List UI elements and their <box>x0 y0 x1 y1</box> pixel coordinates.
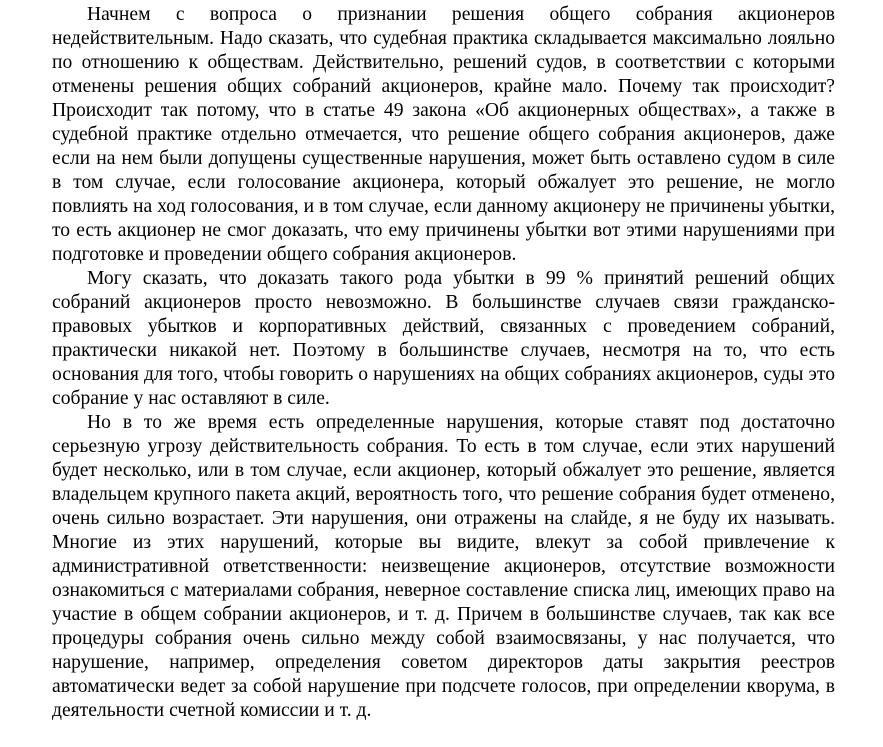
paragraph-1: Начнем с вопроса о признании решения общего собрания акционеров недействительным. Надо сказать, что судебная практика складывается максимально лояльно по отношению к обществам. Действительно, решений судов, в соответствии с которыми отменены решения общих собраний акционеров, крайне мало. Почему так происходит? Происходит так потому, что в статье 49 закона «Об акционерных обществах», а также в судебной практике отдельно отмечается, что решение общего собрания акционеров, даже если на нем были допущены существенные нарушения, может быть оставлено судом в силе в том случае, если голосование акционера, который обжалует это решение, не могло повлиять на ход голосования, и в том случае, если данному акционеру не причинены убытки, то есть акционер не смог доказать, что ему причинены убытки вот этими нарушениями при подготовке и проведении общего собрания акционеров. <box>52 4 835 265</box>
paragraph-2: Могу сказать, что доказать такого рода убытки в 99 % принятий решений общих собраний акционеров просто невозможно. В большинстве случаев связи гражданско-правовых убытков и корпоративных действий, связанных с проведением собраний, практически никакой нет. Поэтому в большинстве случаев, несмотря на то, что есть основания для того, чтобы говорить о нарушениях на общих собраниях акционеров, суды это собрание у нас оставляют в силе. <box>52 268 835 409</box>
paragraph-3: Но в то же время есть определенные нарушения, которые ставят под достаточно серьезную угрозу действительность собрания. То есть в том случае, если этих нарушений будет несколько, или в том случае, если акционер, который обжалует это решение, является владельцем крупного пакета акций, вероятность того, что решение собрания будет отменено, очень сильно возрастает. Эти нарушения, они отражены на слайде, я не буду их называть. Многие из этих нарушений, которые вы видите, влекут за собой привлечение к административной ответственности: неизвещение акционеров, отсутствие возможности ознакомиться с материалами собрания, неверное составление списка лиц, имеющих право на участие в общем собрании акционеров, и т. д. Причем в большинстве случаев, так как все процедуры собрания очень сильно между собой взаимосвязаны, у нас получается, что нарушение, например, определения советом директоров даты закрытия реестров автоматически ведет за собой нарушение при подсчете голосов, при определении кворума, в деятельности счетной комиссии и т. д. <box>52 412 835 721</box>
